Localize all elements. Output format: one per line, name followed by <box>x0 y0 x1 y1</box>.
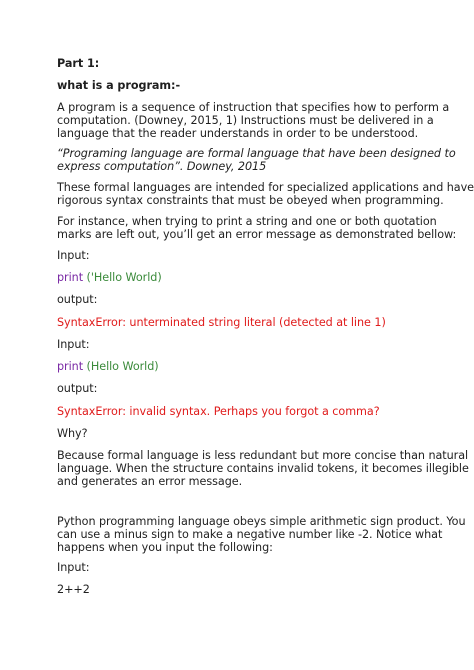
paragraph-line: language. When the structure contains invalid tokens, it becomes illegible <box>57 462 469 475</box>
section-subheading: what is a program:- <box>57 79 181 92</box>
paragraph-line: can use a minus sign to make a negative number like -2. Notice what <box>57 528 443 541</box>
output-label: output: <box>57 382 98 395</box>
error-message: SyntaxError: invalid syntax. Perhaps you forgot a comma? <box>57 405 380 418</box>
code-keyword: print <box>57 271 84 284</box>
error-message: SyntaxError: unterminated string literal (detected at line 1) <box>57 316 386 329</box>
code-example-1 <box>57 271 162 285</box>
section-heading: Part 1: <box>57 57 100 70</box>
quote-line: “Programing language are formal language that have been designed to <box>57 147 456 160</box>
paragraph-line: happens when you input the following: <box>57 541 273 554</box>
quote-line: express computation”. Downey, 2015 <box>57 160 267 173</box>
input-label: Input: <box>57 338 90 351</box>
input-label: Input: <box>57 249 90 262</box>
code-argument: ('Hello World) <box>83 271 162 284</box>
paragraph-line: These formal languages are intended for specialized applications and have <box>57 181 474 194</box>
input-value: 2++2 <box>57 583 90 596</box>
code-argument: (Hello World) <box>83 360 159 373</box>
paragraph-line: and generates an error message. <box>57 475 243 488</box>
paragraph-line: computation. (Downey, 2015, 1) Instructions must be delivered in a <box>57 114 434 127</box>
paragraph-line: A program is a sequence of instruction that specifies how to perform a <box>57 101 450 114</box>
code-example-2 <box>57 360 159 374</box>
output-label: output: <box>57 293 98 306</box>
input-label: Input: <box>57 561 90 574</box>
paragraph-line: rigorous syntax constraints that must be obeyed when programming. <box>57 194 444 207</box>
paragraph-line: marks are left out, you’ll get an error message as demonstrated bellow: <box>57 228 457 241</box>
question-text: Why? <box>57 427 88 440</box>
code-keyword: print <box>57 360 84 373</box>
paragraph-line: Because formal language is less redundant but more concise than natural <box>57 449 469 462</box>
paragraph-line: language that the reader understands in order to be understood. <box>57 127 419 140</box>
paragraph-line: For instance, when trying to print a string and one or both quotation <box>57 215 437 228</box>
paragraph-line: Python programming language obeys simple arithmetic sign product. You <box>57 515 466 528</box>
